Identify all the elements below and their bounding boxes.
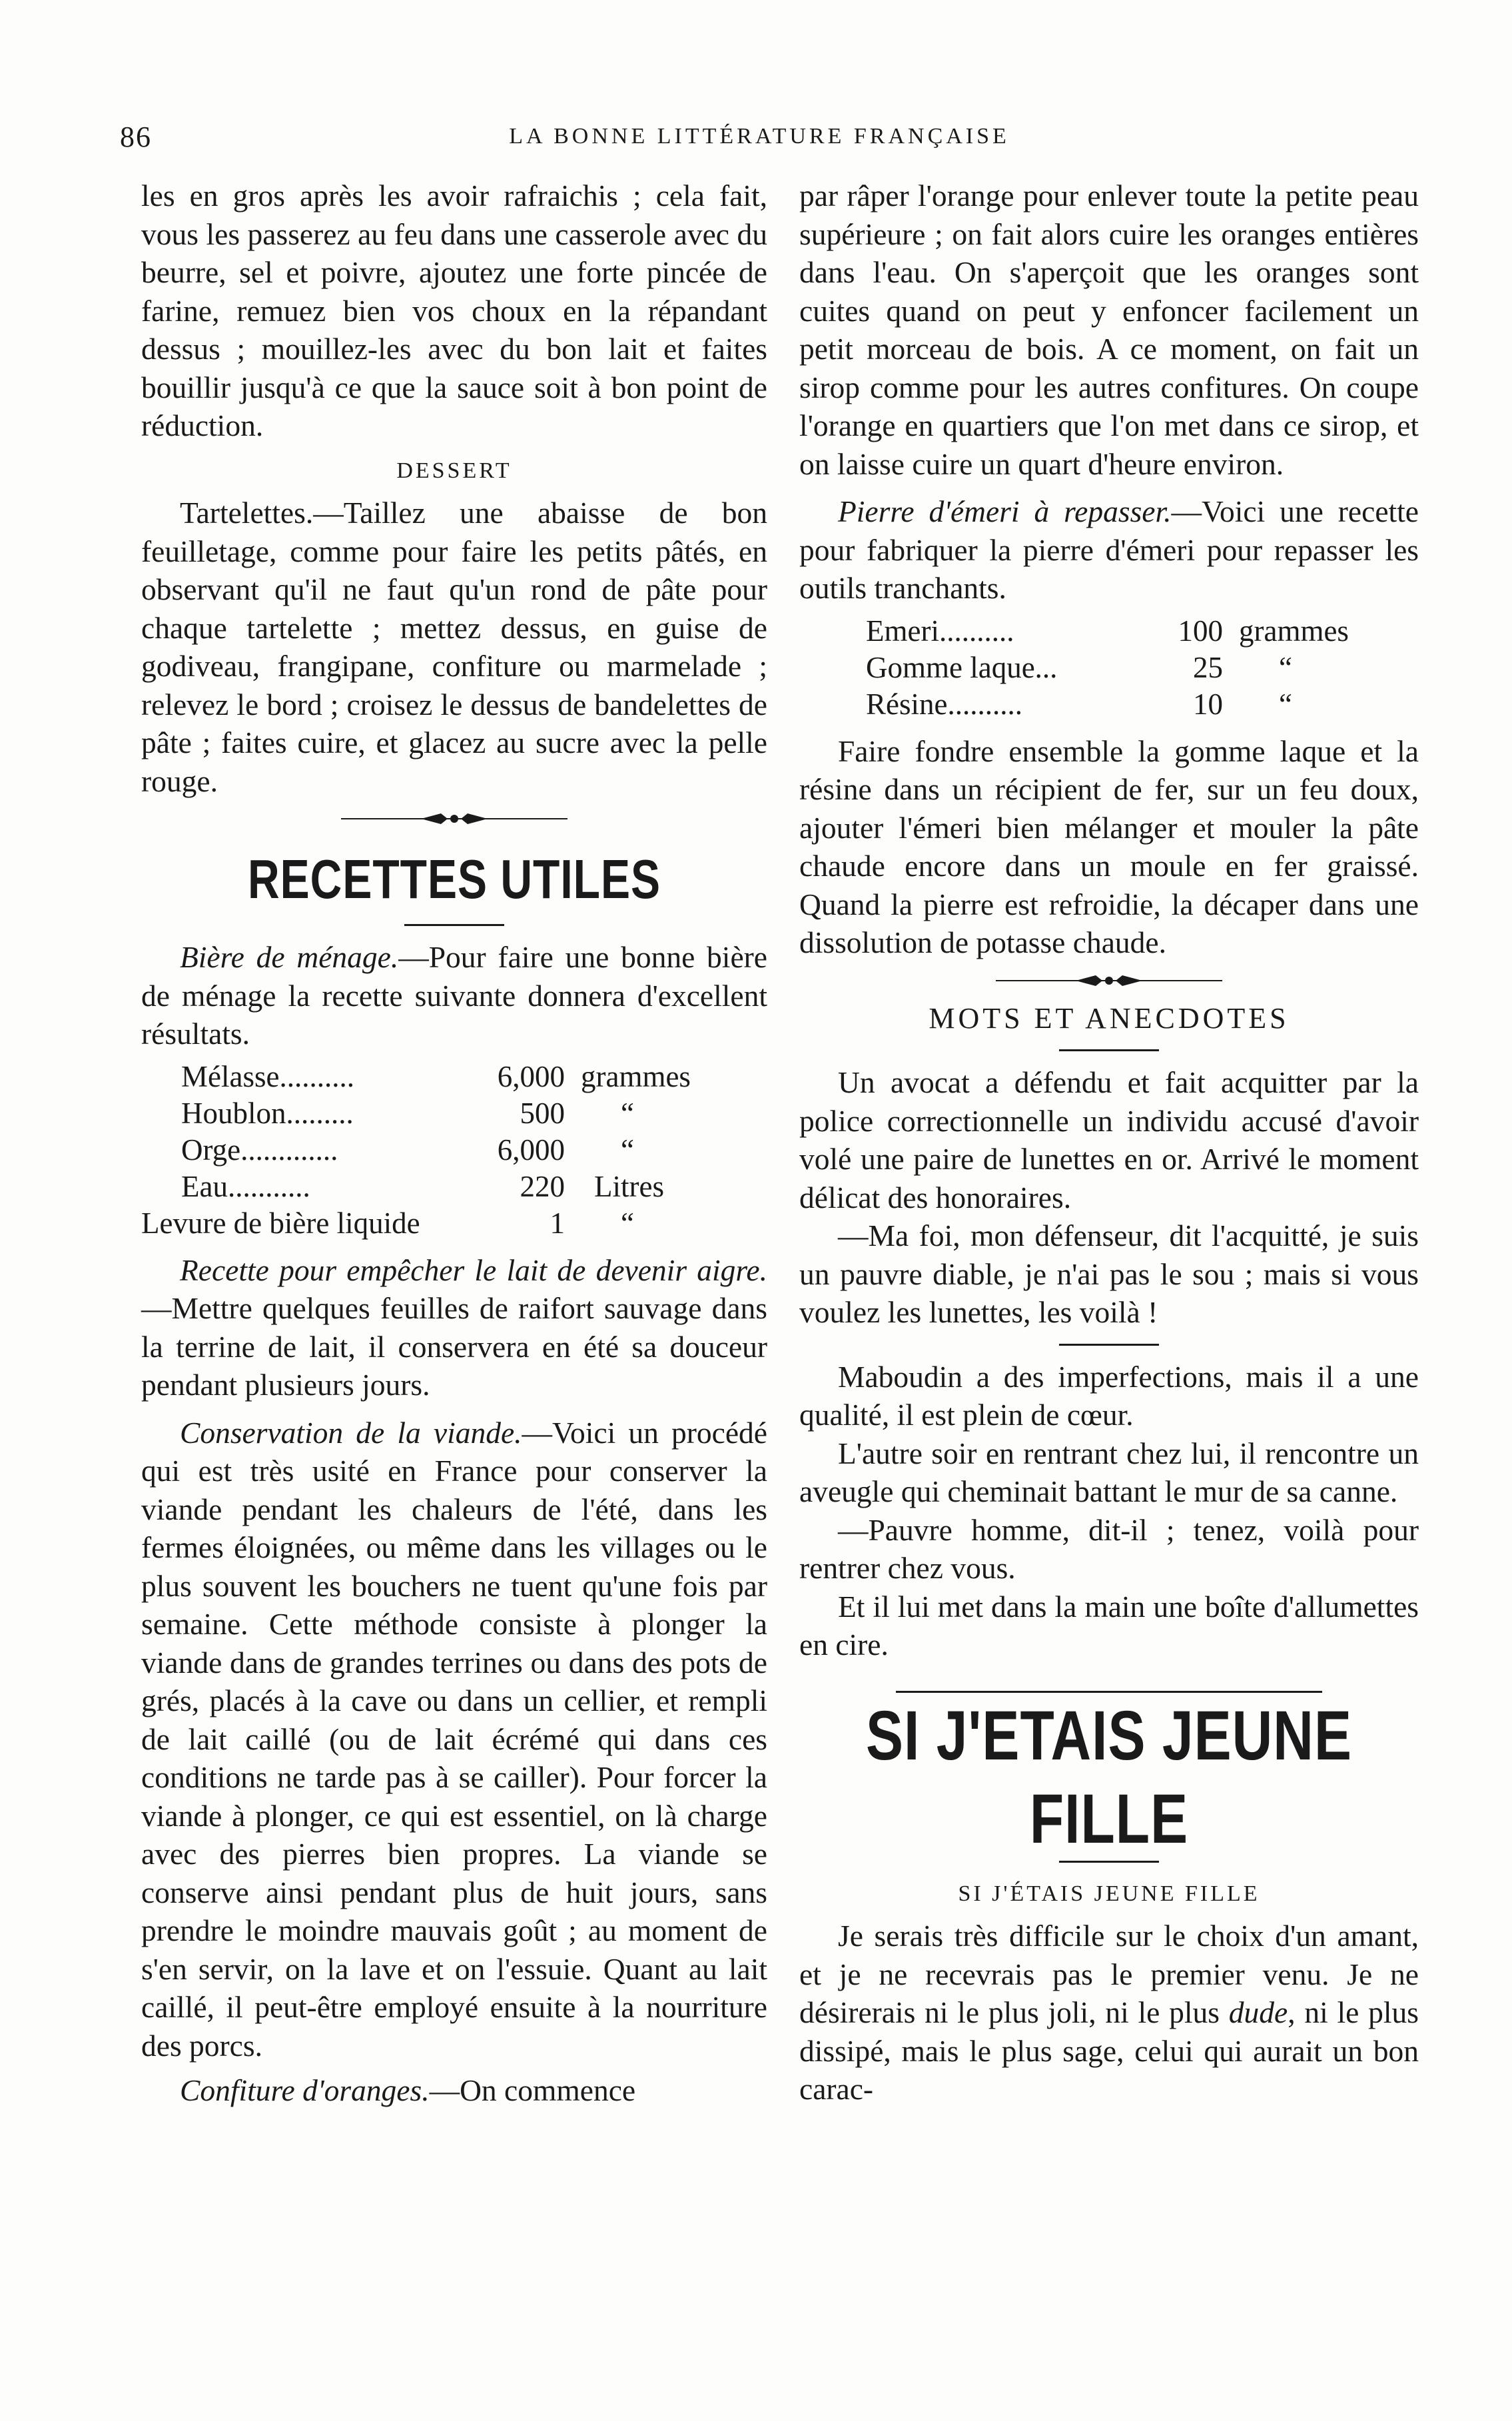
ornament-divider (141, 805, 767, 832)
table-row (799, 613, 1419, 650)
title-top-rule (896, 1691, 1322, 1693)
viande-text: —Voici un procédé qui est très usité en France pour conserver la viande pendant les chaleurs de l'été, dans les fermes éloignées, ou même dans les villages ou le plus souvent les bouchers ne tuent qu'une fois par semaine. Cette méthode consiste à plonger la viande dans de grandes terrines ou dans des pots de grés, placés à la cave ou dans un cellier, et rempli de lait caillé (ou de lait écrémé qui dans ces conditions ne tarde pas à se cailler). Pour forcer la viande à plonger, ce qui est essentiel, on là charge avec des pierres bien propres. La viande se conserve ainsi pendant plus de huit jours, sans prendre le moindre mauvais goût ; au moment de s'en servir, on la lave et on l'essuie. Quant au lait caillé, il peut-être employé ensuite à la nourriture des porcs. (141, 1415, 767, 2063)
final-text-before: Je serais très difficile sur le choix d'un amant, et je ne recevrais pas le premier venu. Je ne désirerais ni le plus joli, ni le plus (799, 1919, 1419, 2029)
pierre-paragraph (799, 492, 1419, 608)
ingredient-qty: 100 (1178, 614, 1223, 648)
heading-rule (1059, 1049, 1159, 1051)
title-rule (404, 924, 504, 926)
ingredient-qty: 6,000 (497, 1059, 565, 1093)
viande-title: Conservation de la viande. (180, 1415, 522, 1450)
anecdote2-paragraph: —Pauvre homme, dit-il ; tenez, voilà pour rentrer chez vous. (799, 1512, 1419, 1585)
ingredient-unit: “ (1279, 687, 1292, 721)
ingredient-unit: Litres (594, 1169, 664, 1203)
running-title: LA BONNE LITTÉRATURE FRANÇAISE (509, 124, 1010, 149)
anecdote1-paragraph: Un avocat a défendu et fait acquitter par la police correctionnelle un individu accusé d'avoir volé une paire de lunettes en or. Arrivé le moment délicat des honoraires. (799, 1065, 1419, 1214)
lait-text: —Mettre quelques feuilles de raifort sauvage dans la terrine de lait, il conservera en été sa douceur pendant plusieurs jours. (141, 1291, 767, 1402)
section-title-recettes: RECETTES UTILES (247, 847, 661, 910)
anecdote-separator (1059, 1344, 1159, 1346)
ornament-icon (341, 811, 567, 827)
ingredient-name: Levure de bière liquide (141, 1206, 420, 1240)
ingredient-name: Mélasse.......... (181, 1059, 354, 1093)
confiture-continuation: par râper l'orange pour enlever toute la petite peau supérieure ; on fait alors cuire les oranges entières dans l'eau. On s'aperçoit que les oranges sont cuites quand on peut y enfoncer facilement un petit morceau de bois. A ce moment, on fait un sirop comme pour les autres confitures. On coupe l'orange en quartiers que l'on met dans ce sirop, et on laisse cuire un quart d'heure environ. (799, 179, 1419, 481)
ingredient-name: Orge............. (181, 1133, 338, 1167)
page-header (120, 120, 1399, 160)
table-row (799, 686, 1419, 723)
sub-heading: SI J'ÉTAIS JEUNE FILLE (958, 1881, 1260, 1906)
viande-paragraph (141, 1414, 767, 2065)
lait-paragraph (141, 1251, 767, 1404)
confiture-title: Confiture d'oranges. (180, 2073, 430, 2107)
table-row (141, 1169, 767, 1205)
biere-paragraph (141, 938, 767, 1053)
intro-paragraph: les en gros après les avoir rafraichis ; cela fait, vous les passerez au feu dans une casserole avec du beurre, sel et poivre, ajoutez une forte pincée de farine, remuez bien vos choux en la répandant dessus ; mouillez-les avec du bon lait et faites bouillir jusqu'à ce que la sauce soit à bon point de réduction. (141, 179, 767, 442)
mots-heading: MOTS ET ANECDOTES (929, 1001, 1290, 1035)
table-row (141, 1095, 767, 1132)
ingredient-unit: grammes (581, 1059, 691, 1093)
ingredient-name: Houblon......... (181, 1096, 354, 1130)
confiture-paragraph (141, 2071, 767, 2110)
anecdote2-paragraph: L'autre soir en rentrant chez lui, il rencontre un aveugle qui cheminait battant le mur de sa canne. (799, 1436, 1419, 1508)
page-number: 86 (120, 121, 152, 153)
lait-title: Recette pour empêcher le lait de devenir aigre. (180, 1252, 767, 1287)
ingredient-qty: 220 (520, 1169, 565, 1203)
anecdote1-reply: —Ma foi, mon défenseur, dit l'acquitté, je suis un pauvre diable, je n'ai pas le sou ; mais si vous voulez les lunettes, les voilà ! (799, 1218, 1419, 1329)
final-text-italic: dude (1228, 1995, 1288, 2029)
anecdote2-paragraph: Et il lui met dans la main une boîte d'allumettes en cire. (799, 1589, 1419, 1662)
ingredient-qty: 10 (1193, 687, 1223, 721)
ingredient-qty: 1 (550, 1206, 565, 1240)
right-column (799, 177, 1419, 2109)
ingredient-unit: “ (621, 1096, 634, 1130)
table-row (141, 1205, 767, 1242)
ingredient-qty: 25 (1193, 650, 1223, 684)
final-paragraph (799, 1917, 1419, 2109)
ingredient-name: Résine.......... (866, 687, 1022, 721)
biere-title: Bière de ménage. (180, 940, 399, 974)
title-rule (1059, 1861, 1159, 1863)
ingredient-name: Eau........... (181, 1169, 310, 1203)
final-text-after: , ni le plus dissipé, mais le plus sage, celui qui aurait un bon carac- (799, 1995, 1419, 2106)
table-row (141, 1059, 767, 1095)
confiture-text: —On commence (429, 2073, 636, 2107)
anecdote2-paragraph: Maboudin a des imperfections, mais il a une qualité, il est plein de cœur. (799, 1359, 1419, 1432)
dessert-paragraph: Tartelettes.—Taillez une abaisse de bon feuilletage, comme pour faire les petits pâtés, en observant qu'il ne faut qu'un rond de pâte pour chaque tartelette ; mettez dessus, en guise de godiveau, frangipane, confiture ou marmelade ; relevez le bord ; croisez le dessus de bandelettes de pâte ; faites cuire, et glacez au sucre avec la pelle rouge. (141, 496, 767, 798)
pierre-ingredients-table (799, 613, 1419, 723)
ornament-divider (799, 967, 1419, 994)
ingredient-unit: “ (621, 1133, 634, 1167)
ingredient-qty: 500 (520, 1096, 565, 1130)
table-row (799, 650, 1419, 686)
biere-text: —Pour faire une bonne bière de ménage la recette suivante donnera d'excellent résultats. (141, 940, 767, 1051)
pierre-instructions: Faire fondre ensemble la gomme laque et la résine dans un récipient de fer, sur un feu doux, ajouter l'émeri bien mélanger et mouler la pâte chaude encore dans un moule en fer graissé. Quand la pierre est refroidie, la décaper dans une dissolution de potasse chaude. (799, 733, 1419, 959)
table-row (141, 1132, 767, 1169)
left-column (141, 177, 767, 2110)
ornament-icon (996, 973, 1222, 989)
ingredient-unit: “ (1279, 650, 1292, 684)
ingredient-qty: 6,000 (497, 1133, 565, 1167)
big-title-jeune-fille: SI J'ETAIS JEUNE FILLE (866, 1695, 1352, 1857)
pierre-text: —Voici une recette pour fabriquer la pierre d'émeri pour repasser les outils tranchants. (799, 494, 1419, 605)
dessert-heading: DESSERT (396, 458, 512, 483)
ingredient-name: Gomme laque... (866, 650, 1058, 684)
pierre-title: Pierre d'émeri à repasser. (838, 494, 1172, 528)
ingredient-name: Emeri.......... (866, 614, 1014, 648)
ingredient-unit: grammes (1239, 614, 1349, 648)
biere-ingredients-table (141, 1059, 767, 1242)
ingredient-unit: “ (621, 1206, 634, 1240)
